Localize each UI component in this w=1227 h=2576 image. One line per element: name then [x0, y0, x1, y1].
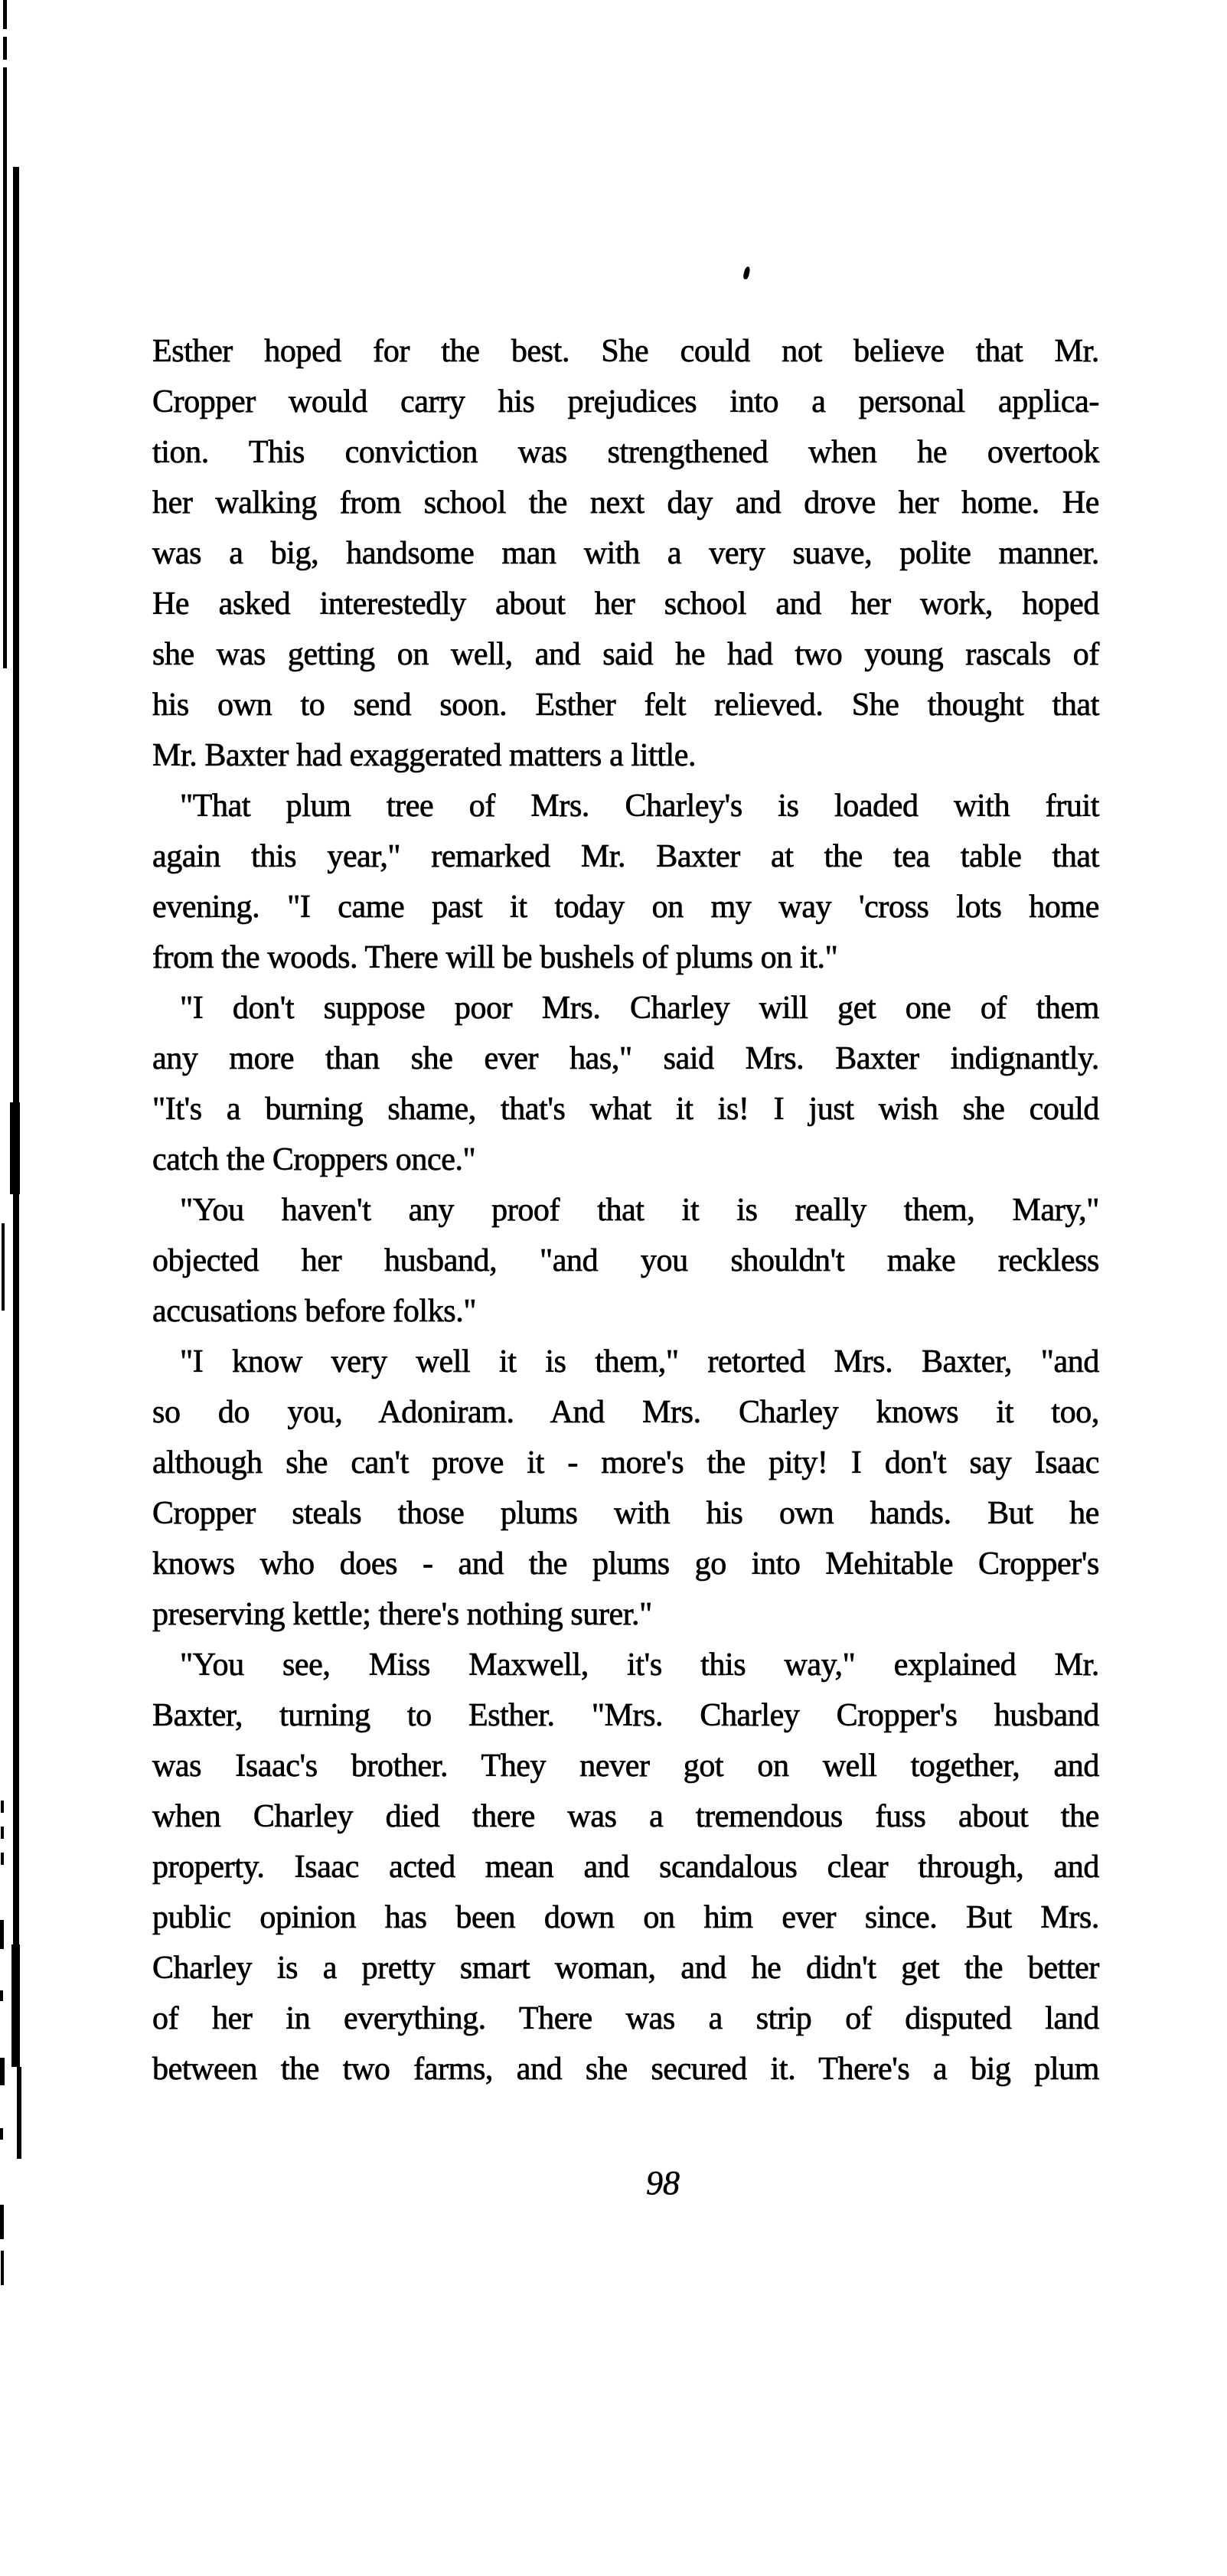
- text-line: objected her husband, "and you shouldn't make reckless: [152, 1243, 1099, 1278]
- scan-artifact-line: [3, 0, 7, 29]
- scan-artifact-dash: [1, 1827, 4, 1839]
- text-line: "You see, Miss Maxwell, it's this way," explained Mr.: [180, 1647, 1099, 1683]
- scan-artifact-dash: [1, 2251, 4, 2285]
- text-line: again this year," remarked Mr. Baxter at the tea table that: [152, 839, 1099, 874]
- ink-speck: [742, 266, 751, 279]
- text-line: "It's a burning shame, that's what it is! I just wish she could: [152, 1092, 1099, 1127]
- text-line: "I know very well it is them," retorted Mrs. Baxter, "and: [180, 1344, 1099, 1379]
- text-line: property. Isaac acted mean and scandalous clear through, and: [152, 1850, 1099, 1885]
- text-line: He asked interestedly about her school and her work, hoped: [152, 586, 1099, 622]
- text-line: accusations before folks.": [152, 1294, 477, 1329]
- text-line: was Isaac's brother. They never got on well together, and: [152, 1748, 1099, 1784]
- page-text: [152, 326, 1099, 2094]
- text-line: Baxter, turning to Esther. "Mrs. Charley Cropper's husband: [152, 1698, 1099, 1733]
- scan-artifact-dash: [0, 1990, 3, 2001]
- scan-artifact-blob: [11, 1944, 20, 2067]
- text-line: "I don't suppose poor Mrs. Charley will get one of them: [180, 991, 1099, 1026]
- text-line: when Charley died there was a tremendous fuss about the: [152, 1799, 1099, 1834]
- text-line: Mr. Baxter had exaggerated matters a little.: [152, 738, 697, 773]
- text-line: "You haven't any proof that it is really them, Mary,": [180, 1193, 1099, 1228]
- scan-artifact-line: [17, 2067, 21, 2159]
- text-line: "That plum tree of Mrs. Charley's is loaded with fruit: [180, 788, 1099, 824]
- text-line: her walking from school the next day and drove her home. He: [152, 485, 1099, 521]
- text-line: so do you, Adoniram. And Mrs. Charley knows it too,: [152, 1395, 1099, 1430]
- scan-artifact-dash: [0, 2128, 3, 2140]
- text-line: although she can't prove it - more's the pity! I don't say Isaac: [152, 1445, 1099, 1481]
- text-line: preserving kettle; there's nothing surer.": [152, 1597, 652, 1632]
- text-line: of her in everything. There was a strip of disputed land: [152, 2001, 1099, 2036]
- scan-artifact-line: [3, 67, 7, 668]
- scan-artifact-dash: [0, 2205, 4, 2239]
- text-line: Esther hoped for the best. She could not believe that Mr.: [152, 334, 1099, 369]
- text-line: Cropper would carry his prejudices into a personal applica-: [152, 384, 1099, 420]
- text-line: was a big, handsome man with a very suave, polite manner.: [152, 536, 1099, 571]
- scan-artifact-line: [2, 1223, 5, 1311]
- scan-artifact-dash: [1, 1853, 4, 1865]
- page-number: 98: [646, 2164, 680, 2202]
- text-line: public opinion has been down on him ever since. But Mrs.: [152, 1900, 1099, 1935]
- text-line: from the woods. There will be bushels of plums on it.": [152, 940, 838, 975]
- scan-artifact-line: [3, 37, 7, 60]
- text-line: evening. "I came past it today on my way 'cross lots home: [152, 890, 1099, 925]
- text-line: between the two farms, and she secured it. There's a big plum: [152, 2052, 1099, 2087]
- text-line: tion. This conviction was strengthened when he overtook: [152, 435, 1099, 470]
- text-line: catch the Croppers once.": [152, 1142, 476, 1177]
- text-line: Cropper steals those plums with his own hands. But he: [152, 1496, 1099, 1531]
- text-line: any more than she ever has," said Mrs. Baxter indignantly.: [152, 1041, 1099, 1076]
- text-line: his own to send soon. Esther felt relieved. She thought that: [152, 687, 1099, 723]
- text-line: Charley is a pretty smart woman, and he didn't get the better: [152, 1951, 1099, 1986]
- scan-artifact-dash: [0, 1920, 4, 1949]
- scan-artifact-blob: [10, 1102, 20, 1194]
- text-line: she was getting on well, and said he had two young rascals of: [152, 637, 1099, 672]
- text-line: knows who does - and the plums go into Mehitable Cropper's: [152, 1546, 1099, 1582]
- scan-artifact-dash: [0, 2058, 5, 2085]
- scan-artifact-dash: [1, 1801, 4, 1813]
